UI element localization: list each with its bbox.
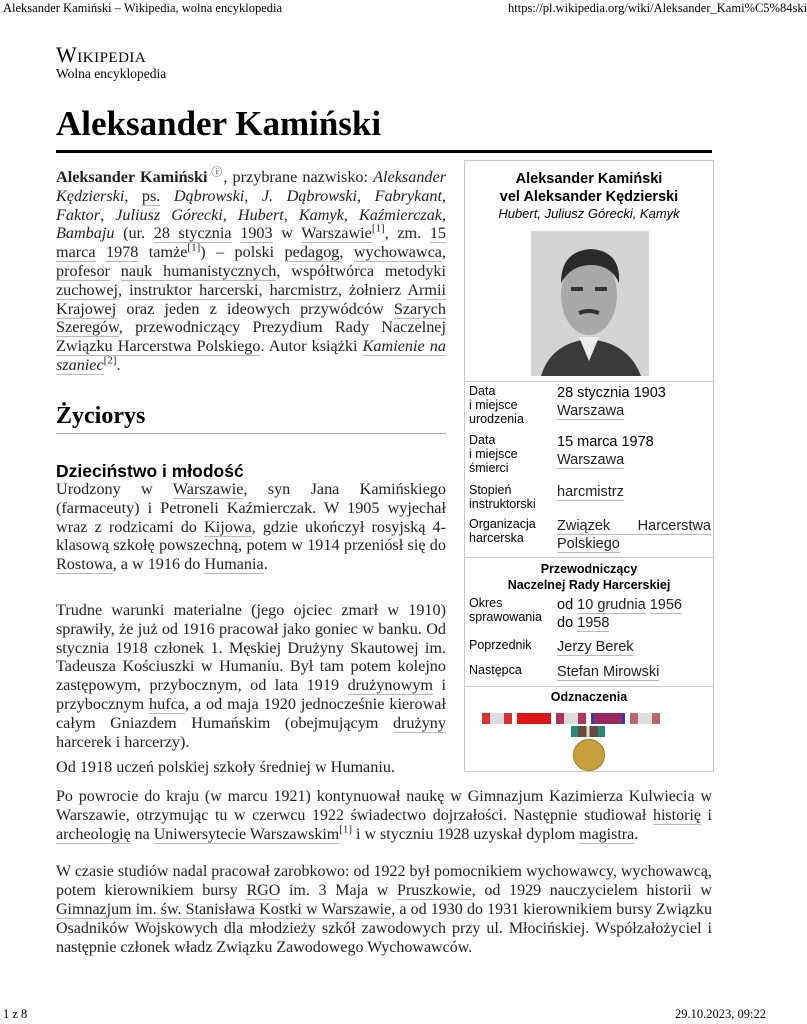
text-run: Aleksander Kędzierski xyxy=(56,168,446,205)
lead-paragraph xyxy=(56,168,446,375)
text-run: , xyxy=(244,186,262,205)
text-run: Juliusz Górecki xyxy=(115,205,223,224)
text-run xyxy=(160,187,174,205)
infobox-pseudonyms: Hubert, Juliusz Górecki, Kamyk xyxy=(498,206,680,221)
text-run: oraz jeden z ideowych przywódców xyxy=(116,299,394,318)
label-predecessor: Poprzednik xyxy=(469,638,532,652)
text-run: . xyxy=(634,826,639,843)
inline-link[interactable]: hufca xyxy=(149,694,185,713)
inline-link[interactable]: ps. xyxy=(141,186,161,205)
reference-sup[interactable]: [1] xyxy=(339,823,353,836)
inline-link[interactable]: zuchowej xyxy=(56,280,119,299)
death-place-link[interactable]: Warszawa xyxy=(557,452,625,468)
infobox-alt-name: vel Aleksander Kędzierski xyxy=(499,189,679,205)
label-death: Data i miejsce śmierci xyxy=(469,433,518,475)
text-run: , xyxy=(118,280,130,299)
inline-link[interactable]: Armii Krajowej xyxy=(56,280,446,318)
inline-link[interactable]: nauk humanistycznych xyxy=(120,261,277,280)
reference-sup[interactable]: [1] xyxy=(187,241,201,254)
inline-link[interactable]: 1903 xyxy=(240,224,273,243)
inline-link[interactable]: 1978 xyxy=(105,243,139,262)
inline-link[interactable]: Pruszkowie xyxy=(397,882,472,899)
inline-link[interactable]: Humania xyxy=(204,555,264,574)
label-rank: Stopień instruktorski xyxy=(469,483,536,511)
award-ribbon[interactable] xyxy=(591,713,625,724)
award-ribbon[interactable] xyxy=(554,713,588,724)
text-run: Po powrocie do kraju (w marcu 1921) kontynuował naukę w Gimnazjum Kazimierza Kulwiecia w Warszawie, otrzymując tu w czerwcu 1922 świadectwo dojrzałości. Następnie studiował xyxy=(56,788,712,824)
inline-link[interactable]: 15 marca xyxy=(56,224,446,262)
label-organization: Organizacja harcerska xyxy=(469,517,536,545)
successor-link[interactable]: Stefan Mirowski xyxy=(557,664,660,680)
inline-link[interactable]: Uniwersytecie Warszawskim xyxy=(153,826,340,843)
text-run: , xyxy=(124,186,142,205)
medal-icon[interactable] xyxy=(573,739,605,771)
text-run: i w styczniu 1928 uzyskał dyplom xyxy=(352,826,580,843)
paragraph xyxy=(56,601,446,751)
text-run: , xyxy=(258,280,270,299)
award-ribbon[interactable] xyxy=(480,713,514,724)
reference-sup[interactable]: [1] xyxy=(371,223,385,235)
term-year2-link[interactable]: 1958 xyxy=(577,615,610,631)
text-run xyxy=(110,262,121,280)
text-run: , xyxy=(441,243,446,262)
print-header-title: Aleksander Kamiński – Wikipedia, wolna encyklopedia xyxy=(3,1,283,15)
inline-link[interactable]: magistra xyxy=(579,826,635,843)
text-run: . Autor książki xyxy=(260,337,363,356)
inline-link[interactable]: pedagog xyxy=(284,243,340,262)
reference-sup[interactable]: [2] xyxy=(103,354,117,367)
text-run: , zm. xyxy=(384,224,430,243)
inline-link[interactable]: Rostowa xyxy=(56,555,113,574)
inline-link[interactable]: Kijowa xyxy=(204,517,252,536)
organization-link[interactable]: Związek Harcerstwa Polskiego xyxy=(557,518,711,552)
term-to: do xyxy=(557,615,578,631)
text-run: , od 1929 nauczycielem historii w xyxy=(471,882,712,899)
logo-wordmark: Wikipedia xyxy=(56,42,147,67)
subsection-heading-childhood: Dzieciństwo i młodość xyxy=(56,461,244,481)
infobox xyxy=(464,160,714,772)
text-run: . xyxy=(263,555,268,574)
page-title: Aleksander Kamiński xyxy=(56,102,712,153)
infobox-name: Aleksander Kamiński xyxy=(515,171,663,187)
text-run: i xyxy=(700,807,712,824)
label-successor: Następca xyxy=(469,663,522,677)
text-run: Bambaju xyxy=(56,224,115,243)
inline-link[interactable]: profesor xyxy=(56,261,110,280)
birth-date: 28 stycznia 1903 xyxy=(557,385,666,401)
text-run: Trudne warunki materialne (jego ojciec zmarł w 1910) sprawiły, że już od 1916 pracował jako goniec w banku. Od stycznia 1918 członek 1. Męskiej Drużyny Skautowej im. Tadeusza Kościuszki w Humaniu. Był tam potem kolejno zastępowym, przybocznym, od lata 1919 xyxy=(56,601,446,695)
text-run xyxy=(232,224,241,242)
text-run xyxy=(96,243,106,261)
inline-link[interactable]: Szarych Szeregów xyxy=(56,299,446,337)
text-run: Hubert xyxy=(237,205,284,224)
text-run: w xyxy=(272,224,302,243)
print-header-url: https://pl.wikipedia.org/wiki/Aleksander_Kami%C5%84ski xyxy=(508,1,807,15)
reference-sup[interactable]: ⓘ xyxy=(207,166,224,179)
term-year1-link[interactable]: 1956 xyxy=(649,597,682,613)
inline-link[interactable]: wychowawca xyxy=(353,243,442,262)
text-run: na xyxy=(130,826,154,843)
section-heading-biography: Życiorys xyxy=(56,400,446,434)
text-run: Od 1918 uczeń polskiej szkoły średniej w Humaniu. xyxy=(56,758,395,776)
text-run: Kaźmierczak xyxy=(358,205,442,224)
office-heading: Przewodniczący Naczelnej Rady Harcerskiej xyxy=(507,562,671,592)
text-run: , przybrane nazwisko: xyxy=(223,168,374,186)
paragraph xyxy=(56,787,712,844)
rank-link[interactable]: harcmistrz xyxy=(557,484,624,500)
inline-link[interactable]: Warszawie xyxy=(301,224,372,243)
award-ribbon[interactable] xyxy=(517,713,551,724)
inline-link[interactable]: Gimnazjum im. św. Stanisława Kostki w Warszawie xyxy=(56,901,392,918)
text-run: , a od maja 1920 jednocześnie kierował całym Gniazdem Humańskim (obejmującym xyxy=(56,694,446,732)
inline-link[interactable]: drużynowym xyxy=(347,676,433,695)
text-run: Fabrykant xyxy=(374,186,442,205)
text-run: tamże xyxy=(138,243,188,262)
text-run: , współtwórca metodyki xyxy=(276,261,447,280)
award-ribbon[interactable] xyxy=(628,713,662,724)
text-run: , xyxy=(343,205,359,224)
inline-link[interactable]: Warszawie xyxy=(172,480,244,498)
inline-link[interactable]: historię xyxy=(652,807,701,824)
text-run: Urodzony w xyxy=(56,480,173,498)
text-run: . xyxy=(116,355,121,374)
term-day-link[interactable]: 10 grudnia xyxy=(577,597,646,613)
text-run: , gdzie ukończył rosyjską 4-klasową szkołę powszechną, potem w 1914 przeniósł się do xyxy=(56,517,447,555)
inline-link[interactable]: harcmistrz xyxy=(269,280,338,299)
inline-link[interactable]: Kamienie na szaniec xyxy=(56,337,446,374)
text-run: , przewodniczący Prezydium Rady Naczelnej xyxy=(118,318,446,337)
label-birth: Data i miejsce urodzenia xyxy=(469,384,524,426)
text-run: Kamyk xyxy=(298,205,344,224)
inline-link[interactable]: drużyny xyxy=(392,713,446,732)
text-run: , xyxy=(222,205,238,224)
death-date: 15 marca 1978 xyxy=(557,434,654,450)
text-run: (ur. xyxy=(114,224,154,243)
text-run: ) – polski xyxy=(200,243,285,262)
paragraph xyxy=(56,758,446,777)
birth-place-link[interactable]: Warszawa xyxy=(557,403,625,419)
paragraph xyxy=(56,480,446,574)
text-run: W czasie studiów nadal pracował zarobkowo: od 1922 był pomocnikiem wychowawcy, wychowawcą, potem kierownikiem bursy xyxy=(56,863,712,899)
text-run: J. Dąbrowski xyxy=(261,186,358,205)
label-term: Okres sprawowania xyxy=(469,596,542,624)
logo-tagline: Wolna encyklopedia xyxy=(56,66,167,81)
wikipedia-logo[interactable] xyxy=(56,44,166,81)
text-run: Faktor xyxy=(56,205,101,224)
text-run: , syn Jana Kamińskiego (farmaceuty) i Petroneli Kaźmierczak. W 1905 wyjechał wraz z rodzicami do xyxy=(56,480,446,536)
inline-link[interactable]: instruktor harcerski xyxy=(129,280,259,299)
text-run: , xyxy=(339,243,354,262)
inline-link[interactable]: RGO xyxy=(246,882,281,899)
text-run: harcerek i harcerzy). xyxy=(56,732,190,751)
awards-heading: Odznaczenia xyxy=(550,690,628,704)
text-run: , xyxy=(441,205,447,224)
text-run: im. 3 Maja w xyxy=(280,882,398,899)
text-run: , xyxy=(100,205,116,224)
text-run: , a od 1930 do 1931 kierownikiem bursy Związku Osadników Wojskowych dla młodzieży szkół zawodowych przy ul. Młocińskiej. Współzałożyciel i następnie członek władz Związku Zawodowego Wychowawców. xyxy=(56,901,713,956)
text-run: , a w 1916 do xyxy=(112,555,205,574)
inline-link[interactable]: archeologię xyxy=(56,826,131,843)
ribbon-medal[interactable] xyxy=(571,726,605,737)
text-run: , xyxy=(357,186,375,205)
full-width-text xyxy=(56,787,712,975)
inline-link[interactable]: Związku Harcerstwa Polskiego xyxy=(56,337,261,356)
print-footer-page: 1 z 8 xyxy=(3,1007,28,1021)
portrait-photo[interactable] xyxy=(531,231,649,376)
print-footer-datetime: 29.10.2023, 09:22 xyxy=(675,1007,766,1021)
inline-link[interactable]: 28 stycznia xyxy=(153,224,232,243)
predecessor-link[interactable]: Jerzy Berek xyxy=(557,639,634,655)
text-run: , xyxy=(283,205,299,224)
text-run: , xyxy=(442,186,447,205)
text-run: i przybocznym xyxy=(56,676,446,713)
term-prefix: od xyxy=(557,597,578,613)
text-run: Dąbrowski xyxy=(173,186,245,205)
paragraph xyxy=(56,862,712,957)
text-run: , żołnierz xyxy=(337,280,408,299)
text-run: Aleksander Kamiński xyxy=(56,168,208,186)
